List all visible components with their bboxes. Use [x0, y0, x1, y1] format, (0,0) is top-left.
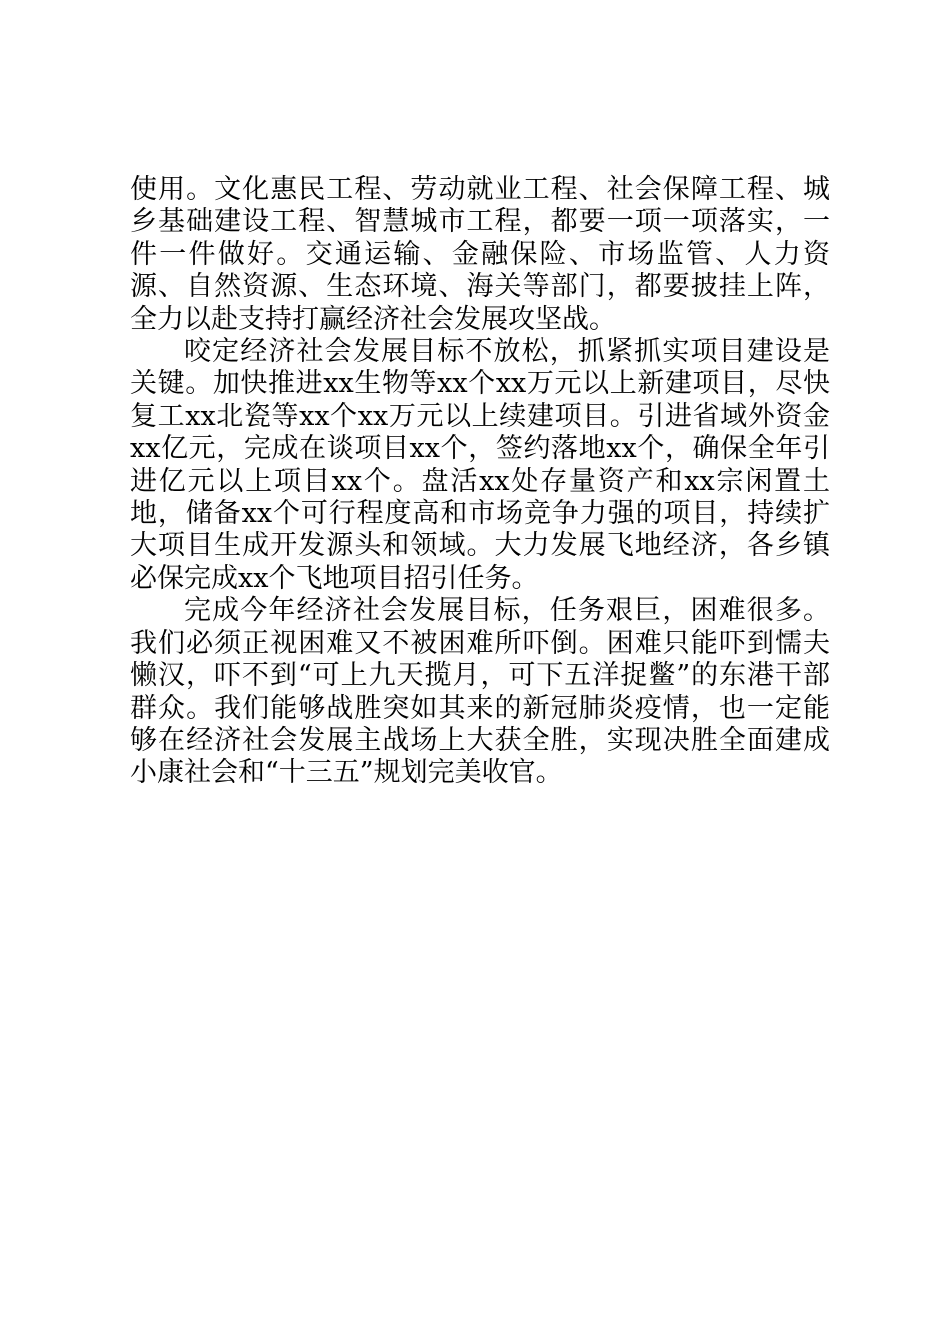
paragraph-project-construction: 咬定经济社会发展目标不放松，抓紧抓实项目建设是关键。加快推进xx生物等xx个xx万元以上新建项目，尽快复工xx北瓷等xx个xx万元以上续建项目。引进省域外资金xx亿元，完成在谈项目xx个，签约落地xx个，确保全年引进亿元以上项目xx个。盘活xx处存量资产和xx宗闲置土地，储备xx个可行程度高和市场竞争力强的项目，持续扩大项目生成开发源头和领域。大力发展飞地经济，各乡镇必保完成xx个飞地项目招引任务。 — [130, 336, 830, 594]
document-body — [130, 174, 830, 790]
paragraph-continuation: 使用。文化惠民工程、劳动就业工程、社会保障工程、城乡基础建设工程、智慧城市工程，都要一项一项落实，一件一件做好。交通运输、金融保险、市场监管、人力资源、自然资源、生态环境、海关等部门，都要披挂上阵，全力以赴支持打赢经济社会发展攻坚战。 — [130, 174, 830, 335]
paragraph-conclusion: 完成今年经济社会发展目标，任务艰巨，困难很多。我们必须正视困难又不被困难所吓倒。困难只能吓到懦夫懒汉，吓不到“可上九天揽月，可下五洋捉鳖”的东港干部群众。我们能够战胜突如其来的新冠肺炎疫情，也一定能够在经济社会发展主战场上大获全胜，实现决胜全面建成小康社会和“十三五”规划完美收官。 — [130, 595, 830, 789]
